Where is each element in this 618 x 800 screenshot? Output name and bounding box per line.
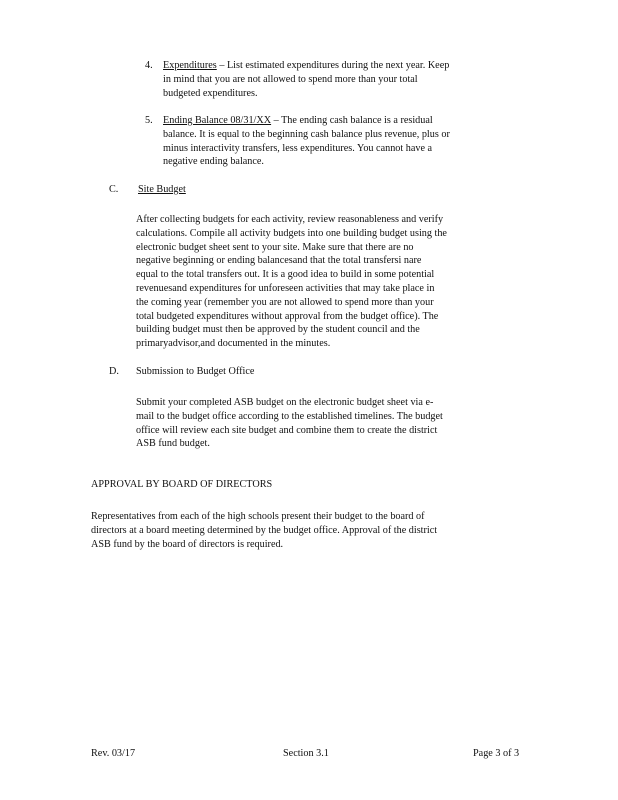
item-4-line-1: – List estimated expenditures during the next year. Keep (216, 60, 450, 71)
section-c-letter: C. (109, 184, 119, 195)
footer-page-number: Page 3 of 3 (473, 748, 520, 759)
approval-heading: APPROVAL BY BOARD OF DIRECTORS (91, 479, 273, 490)
section-d-title: Submission to Budget Office (136, 366, 255, 377)
item-5-number: 5. (145, 115, 153, 126)
item-5-title: Ending Balance 08/31/XX (163, 115, 272, 126)
section-c-line: negative beginning or ending balancesand that the total transfersi nare (136, 255, 422, 267)
section-d-line: mail to the budget office according to the established timelines. The budget (136, 410, 443, 422)
section-d-body (136, 396, 534, 451)
item-5-line-4: negative ending balance. (163, 156, 264, 168)
section-c-line: electronic budget sheet sent to your site. Make sure that there are no (136, 241, 414, 253)
footer-revision: Rev. 03/17 (91, 748, 136, 759)
approval-body (91, 510, 531, 551)
section-c-line: building budget must then be approved by the student council and the (136, 324, 420, 336)
item-5-line-2: balance. It is equal to the beginning cash balance plus revenue, plus or (163, 128, 450, 140)
section-c-line: the coming year (remember you are not allowed to spend more than your (136, 296, 434, 308)
footer-section: Section 3.1 (283, 748, 329, 759)
item-4-number: 4. (145, 60, 153, 71)
section-c-line: equal to the total transfers out. It is a good idea to build in some potential (136, 269, 435, 281)
section-c-line: primaryadvisor,and documented in the minutes. (136, 338, 331, 350)
item-4-line-3: budgeted expenditures. (163, 87, 258, 99)
item-5-line-1: – The ending cash balance is a residual (271, 115, 433, 126)
item-4-title: Expenditures (163, 60, 217, 71)
section-d-line: office will review each site budget and combine them to create the district (136, 424, 438, 436)
item-5-line-3: minus interactivity transfers, less expenditures. You cannot have a (163, 142, 433, 154)
section-c-body (136, 213, 534, 351)
section-c-line: revenuesand expenditures for unforeseen activities that may take place in (136, 282, 435, 294)
section-c-title: Site Budget (138, 184, 186, 195)
section-d-line: ASB fund budget. (136, 438, 210, 450)
approval-line: Representatives from each of the high schools present their budget to the board of (91, 511, 425, 522)
approval-line: ASB fund by the board of directors is required. (91, 538, 284, 550)
section-c-line: calculations. Compile all activity budgets into one building budget using the (136, 227, 447, 239)
item-4-line-2: in mind that you are not allowed to spend more than your total (163, 73, 418, 85)
item-5-ending-balance (163, 114, 532, 169)
section-c-line: After collecting budgets for each activity, review reasonableness and verify (136, 214, 444, 225)
item-4-expenditures (163, 59, 532, 100)
section-d-letter: D. (109, 366, 119, 377)
section-d-line: Submit your completed ASB budget on the electronic budget sheet via e- (136, 397, 434, 408)
approval-line: directors at a board meeting determined by the budget office. Approval of the district (91, 524, 438, 536)
section-c-line: total budgeted expenditures without approval from the budget office). The (136, 310, 439, 322)
